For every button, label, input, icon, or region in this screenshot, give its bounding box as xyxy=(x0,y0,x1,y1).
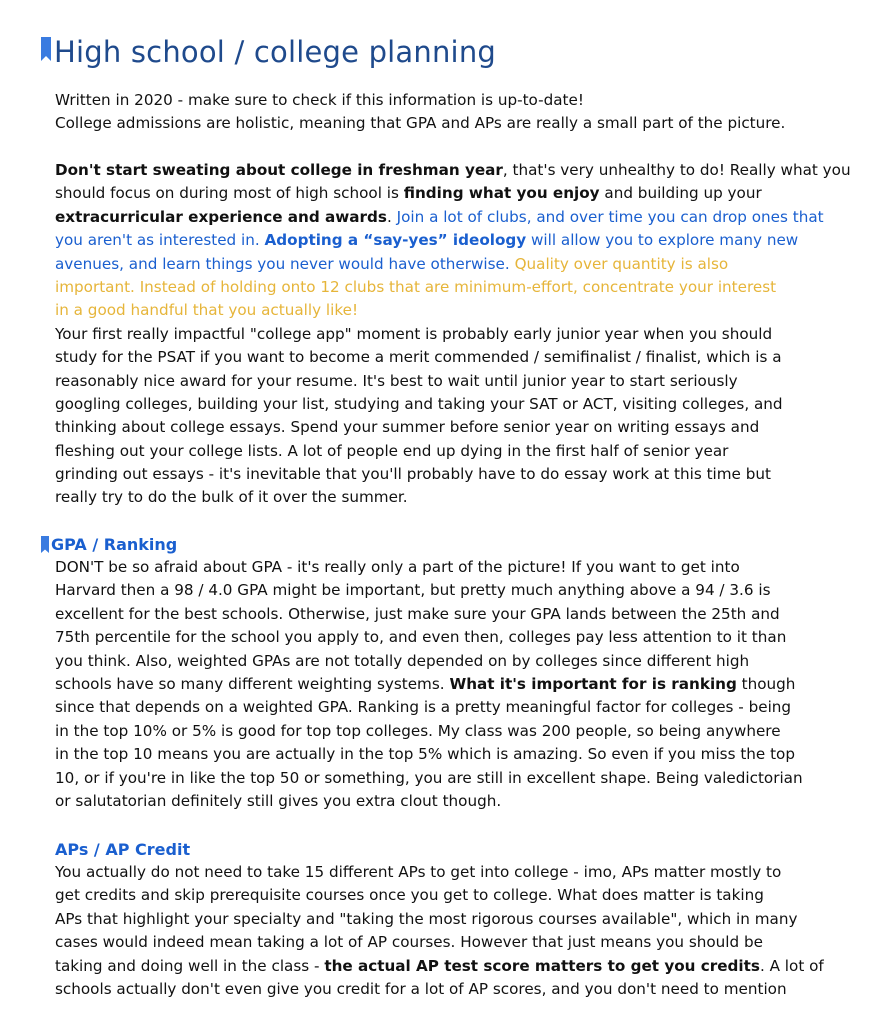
body-text: should focus on during most of high school is xyxy=(55,184,404,203)
bookmark-icon xyxy=(40,37,52,61)
bold-text: finding what you enjoy xyxy=(403,184,600,203)
body-text: Harvard then a 98 / 4.0 GPA might be important, but pretty much anything above a 94 / 3.6 is xyxy=(55,581,771,600)
body-text: in the top 10% or 5% is good for top top colleges. My class was 200 people, so being anywhere xyxy=(55,721,781,740)
section-heading-ap: APs / AP Credit xyxy=(55,840,191,859)
gpa-heading-row xyxy=(40,533,177,556)
yellow-highlight-text: in a good handful that you actually like! xyxy=(55,301,359,320)
body-text: get credits and skip prerequisite courses once you get to college. What does matter is taking xyxy=(55,886,764,905)
body-text: schools actually don't even give you credit for a lot of AP scores, and you don't need to mention xyxy=(55,979,787,998)
blue-highlight-text: avenues, and learn things you never would have otherwise. xyxy=(55,254,515,273)
blue-highlight-text: Join a lot of clubs, and over time you can drop ones that xyxy=(396,207,824,226)
body-text: taking and doing well in the class - xyxy=(55,956,325,975)
body-text: You actually do not need to take 15 different APs to get into college - imo, APs matter mostly to xyxy=(55,863,782,881)
body-text: you think. Also, weighted GPAs are not totally depended on by colleges since different high xyxy=(55,651,750,670)
body-text: . xyxy=(386,207,397,226)
body-text: in the top 10 means you are actually in the top 5% which is amazing. So even if you miss the top xyxy=(55,745,795,764)
ap-heading-row xyxy=(55,838,190,861)
body-text: excellent for the best schools. Otherwise, just make sure your GPA lands between the 25th and xyxy=(55,604,780,623)
section-heading-gpa: GPA / Ranking xyxy=(51,535,178,554)
yellow-highlight-text: Quality over quantity is also xyxy=(514,254,729,273)
intro-paragraph xyxy=(55,89,855,136)
body-text: though xyxy=(736,674,796,693)
body-text: reasonably nice award for your resume. It's best to wait until junior year to start seriously xyxy=(55,371,738,390)
body-text: schools have so many different weighting systems. xyxy=(55,674,450,693)
ap-paragraph xyxy=(55,861,855,1001)
body-text: , that's very unhealthy to do! Really what you xyxy=(502,161,851,179)
bold-text: What it's important for is ranking xyxy=(449,674,737,693)
body-text: DON'T be so afraid about GPA - it's really only a part of the picture! If you want to get into xyxy=(55,558,740,576)
yellow-highlight-text: important. Instead of holding onto 12 clubs that are minimum-effort, concentrate your interest xyxy=(55,277,777,296)
body-text: 75th percentile for the school you apply to, and even then, colleges pay less attention to it than xyxy=(55,628,787,647)
body-text: . A lot of xyxy=(759,956,824,975)
page-title-row xyxy=(40,30,496,74)
intro-line: Written in 2020 - make sure to check if this information is up-to-date! xyxy=(55,91,584,109)
body-text: or salutatorian definitely still gives you extra clout though. xyxy=(55,791,502,810)
blue-bold-text: Adopting a “say-yes” ideology xyxy=(264,231,527,250)
body-text: 10, or if you're in like the top 50 or something, you are still in excellent shape. Being valedictorian xyxy=(55,768,803,787)
page-title: High school / college planning xyxy=(54,35,497,69)
body-text: since that depends on a weighted GPA. Ranking is a pretty meaningful factor for colleges - being xyxy=(55,698,792,717)
gpa-paragraph xyxy=(55,556,855,813)
body-text: fleshing out your college lists. A lot of people end up dying in the first half of senior year xyxy=(55,441,729,460)
body-text: study for the PSAT if you want to become a merit commended / semifinalist / finalist, which is a xyxy=(55,348,782,367)
body-text: grinding out essays - it's inevitable that you'll probably have to do essay work at this time but xyxy=(55,465,771,484)
intro-line: College admissions are holistic, meaning that GPA and APs are really a small part of the picture. xyxy=(55,114,786,133)
bookmark-icon xyxy=(40,536,50,553)
body-text: cases would indeed mean taking a lot of AP courses. However that just means you should be xyxy=(55,933,763,952)
body-text: APs that highlight your specialty and "taking the most rigorous courses available", which in many xyxy=(55,909,798,928)
bold-text: the actual AP test score matters to get you credits xyxy=(324,956,760,975)
advice-paragraph xyxy=(55,159,855,510)
body-text: thinking about college essays. Spend your summer before senior year on writing essays and xyxy=(55,418,760,437)
body-text: really try to do the bulk of it over the summer. xyxy=(55,488,408,507)
blue-highlight-text: you aren't as interested in. xyxy=(55,231,265,250)
blue-highlight-text: will allow you to explore many new xyxy=(526,231,799,250)
bold-text: Don't start sweating about college in freshman year xyxy=(55,161,503,179)
bold-text: extracurricular experience and awards xyxy=(55,207,387,226)
body-text: Your first really impactful "college app" moment is probably early junior year when you should xyxy=(55,324,773,343)
body-text: googling colleges, building your list, studying and taking your SAT or ACT, visiting colleges, and xyxy=(55,394,783,413)
body-text: and building up your xyxy=(599,184,762,203)
